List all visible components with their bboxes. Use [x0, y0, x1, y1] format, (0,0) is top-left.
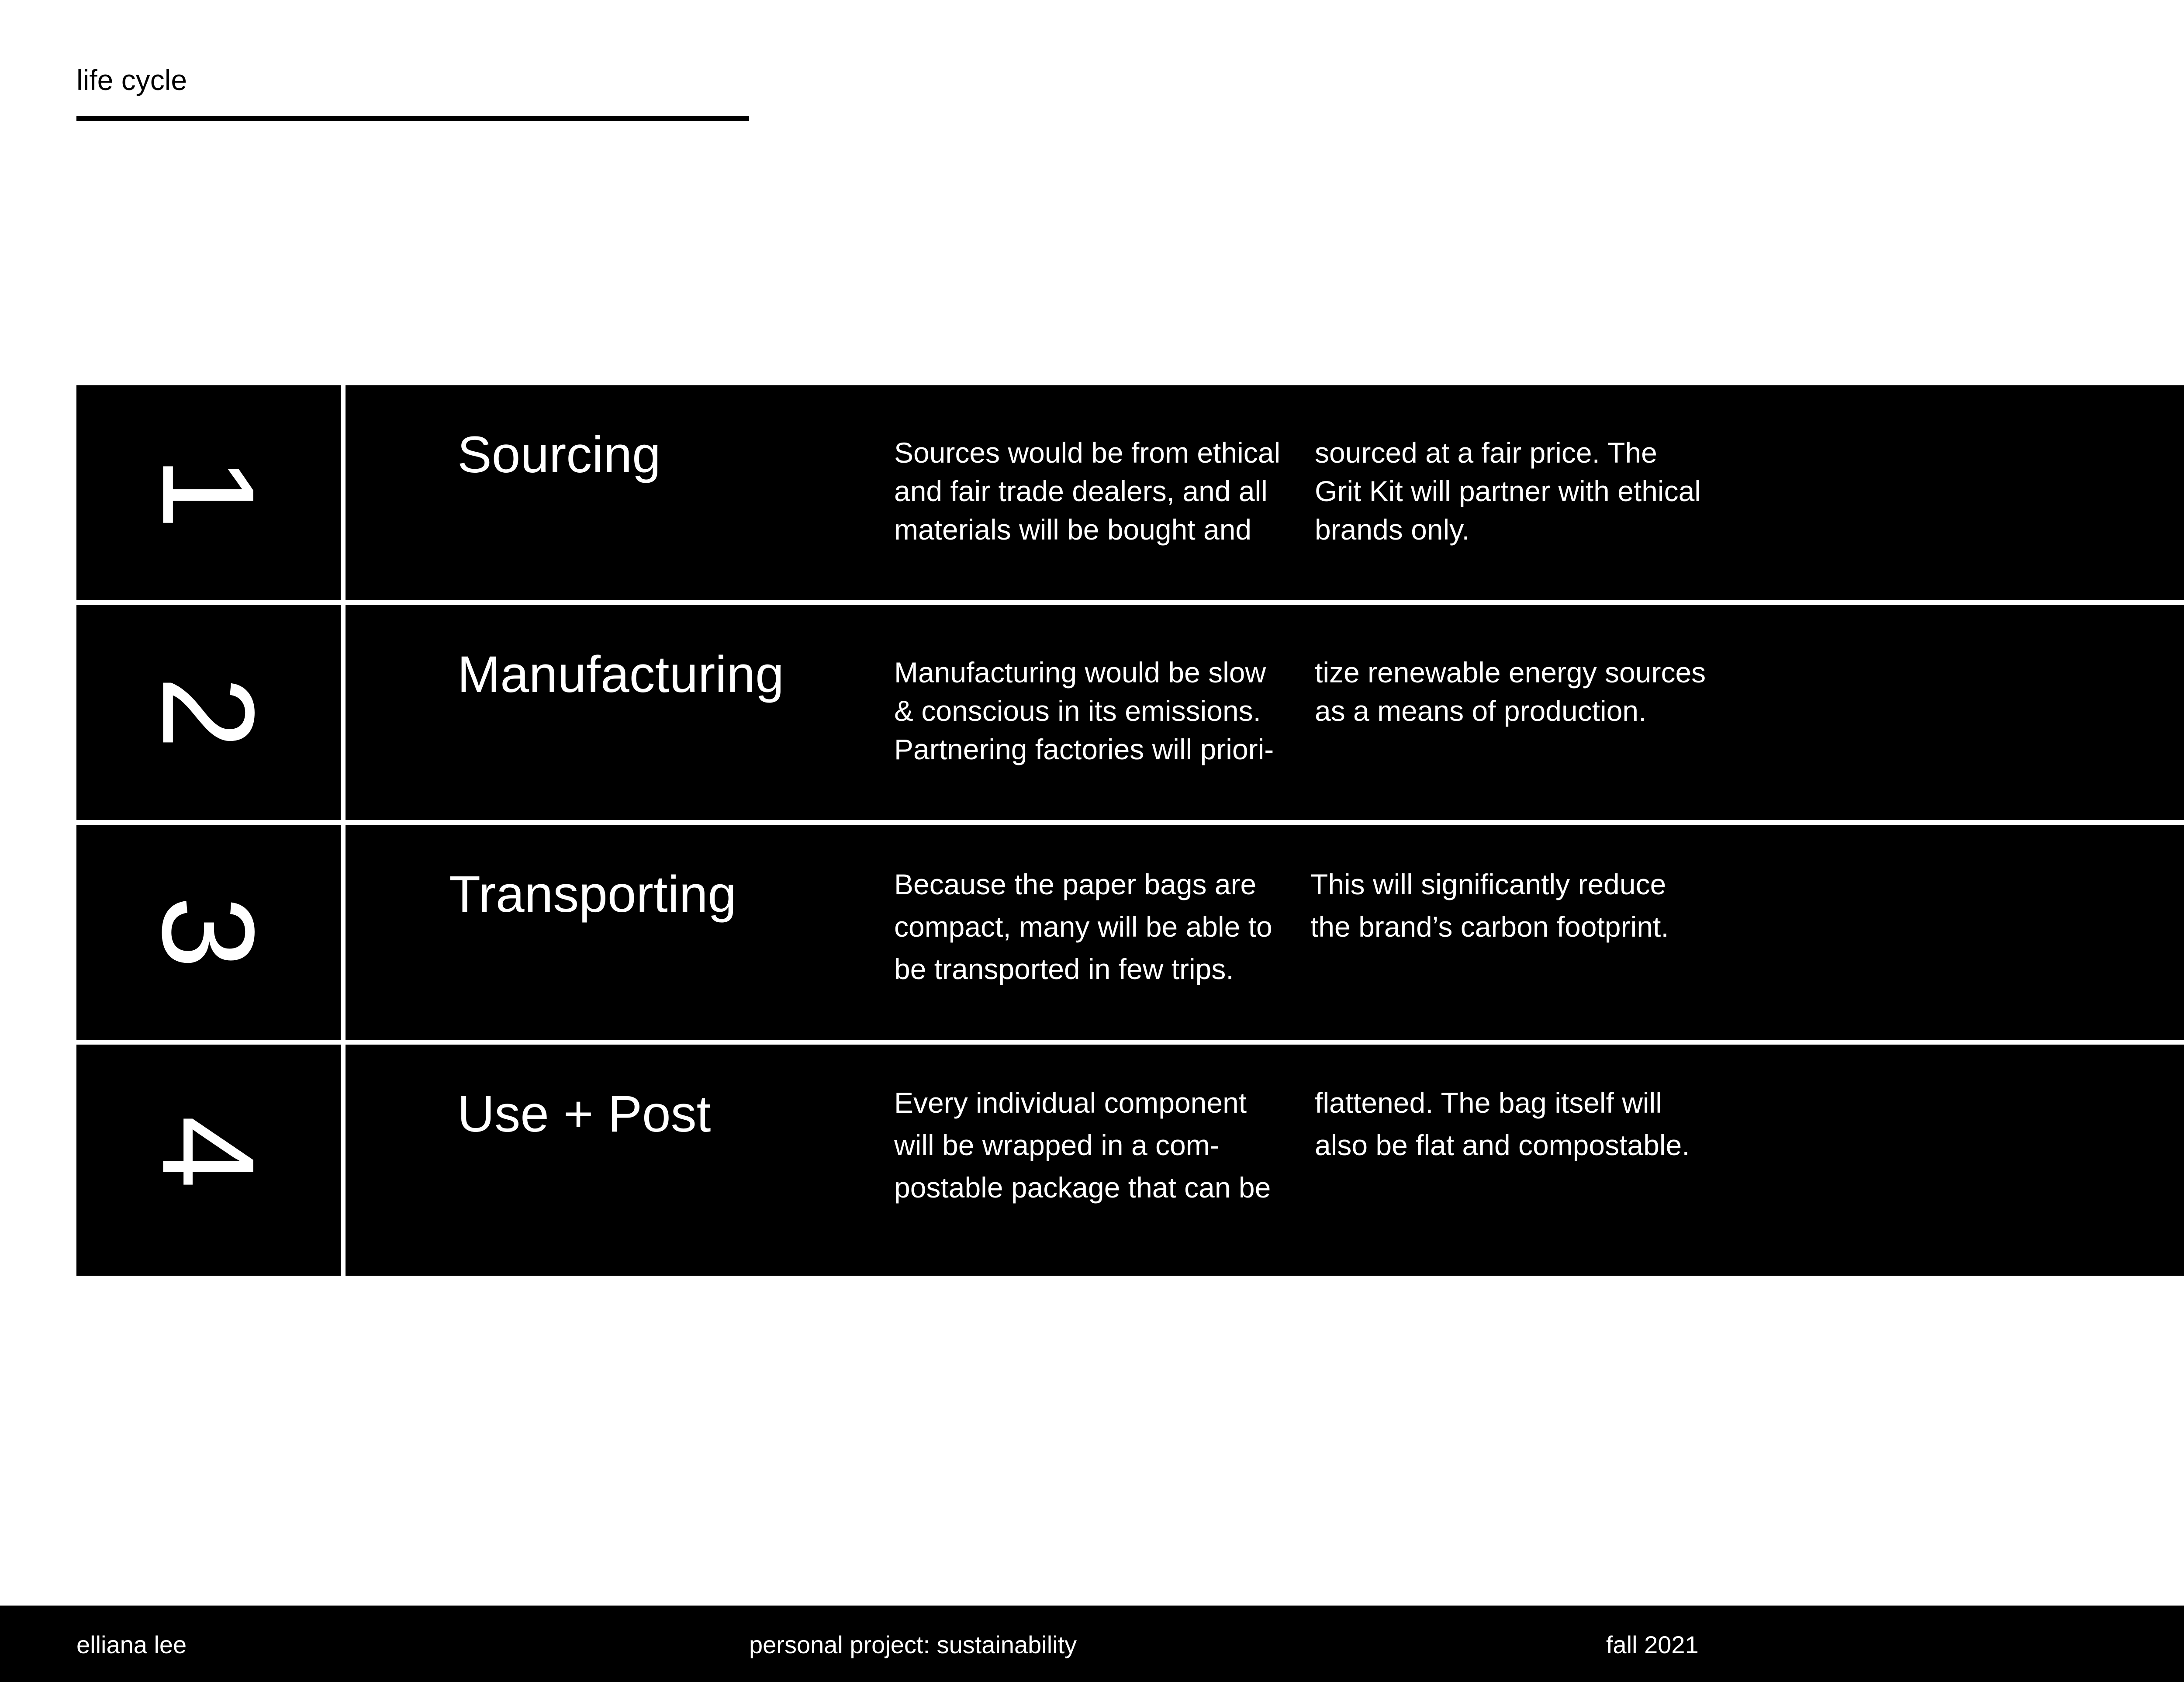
step-row-transporting — [76, 825, 2184, 1040]
footer-bar — [0, 1606, 2184, 1682]
step-description-col2: tize renewable energy sources as a means of production. — [1315, 656, 1706, 727]
step-row-sourcing — [76, 385, 2184, 600]
step-description-col2: sourced at a fair price. The Grit Kit will partner with ethical brands only. — [1315, 436, 1701, 546]
step-description-col1: Every individual component will be wrapped in a com-postable package that can be — [894, 1087, 1271, 1204]
step-title: Use + Post — [457, 1085, 711, 1143]
step-description-col1: Sources would be from ethical and fair trade dealers, and all materials will be bought and — [894, 436, 1281, 546]
step-description-col1: Manufacturing would be slow & conscious in its emissions. Partnering factories will priori- — [894, 656, 1274, 765]
step-number: 1 — [135, 456, 282, 530]
page-title: life cycle — [76, 64, 187, 96]
step-description-col2: This will significantly reduce the brand’s carbon footprint. — [1310, 868, 1669, 943]
step-number: 3 — [135, 896, 282, 969]
footer-project: personal project: sustainability — [749, 1631, 1077, 1658]
row-divider — [76, 600, 2184, 605]
life-cycle-table — [76, 385, 2184, 1276]
row-divider — [76, 1040, 2184, 1045]
column-divider — [341, 385, 346, 1276]
title-underline — [76, 116, 749, 121]
step-number: 2 — [135, 676, 282, 749]
footer-author: elliana lee — [76, 1631, 187, 1658]
step-title: Manufacturing — [457, 646, 784, 703]
step-title: Transporting — [449, 865, 737, 923]
step-row-manufacturing — [76, 605, 2184, 820]
row-divider — [76, 820, 2184, 825]
step-description-col2: flattened. The bag itself will also be flat and compostable. — [1315, 1087, 1690, 1161]
step-title: Sourcing — [457, 426, 661, 484]
step-number: 4 — [135, 1115, 282, 1189]
step-row-use-post — [76, 1045, 2184, 1276]
footer-term: fall 2021 — [1606, 1631, 1699, 1658]
step-description-col1: Because the paper bags are compact, many will be able to be transported in few trips. — [894, 868, 1272, 985]
